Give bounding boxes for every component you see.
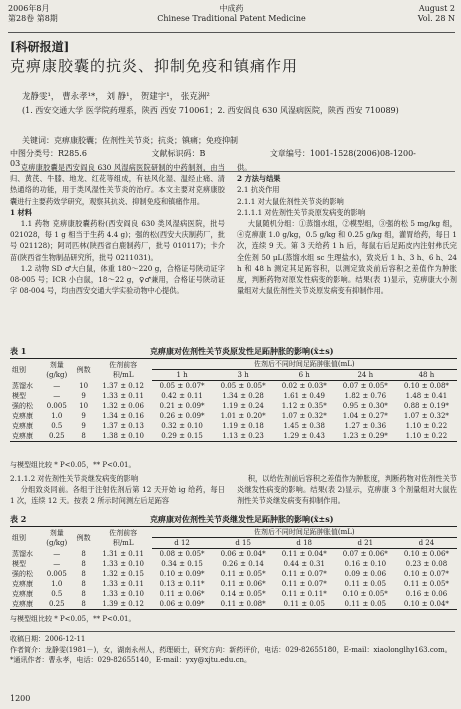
table1-label: 表 1: [10, 346, 27, 356]
swelling-cell: 1.27 ± 0.36: [344, 422, 387, 430]
swelling-cell: 1.45 ± 0.38: [283, 422, 325, 430]
table-row: [10, 599, 457, 610]
swelling-cell: 0.11 ± 0.07*: [281, 570, 327, 578]
article-footer: [10, 631, 455, 666]
journal-name-en: Chinese Traditional Patent Medicine: [157, 14, 306, 23]
group-cell: 蒸馏水: [12, 381, 33, 390]
swelling-cell: 0.07 ± 0.06*: [342, 550, 388, 558]
swelling-cell: 0.32 ± 0.10: [161, 422, 203, 430]
swelling-cell: 1.10 ± 0.22: [405, 422, 448, 430]
table2-body: [10, 549, 457, 610]
section-heading-methods: 2 方法与结果: [237, 174, 281, 184]
pre-volume-cell: 1.32 ± 0.15: [102, 570, 144, 578]
swelling-cell: 0.95 ± 0.30*: [342, 402, 388, 410]
subheading-adjuvant-arthritis: 2.1.1 对大鼠佐剂性关节炎的影响: [237, 196, 344, 206]
table1-time-4: 24 h: [335, 370, 396, 381]
swelling-cell: 1.13 ± 0.23: [213, 431, 274, 442]
dose-cell: —: [53, 549, 61, 558]
swelling-cell: 0.44 ± 0.31: [283, 560, 325, 568]
swelling-cell: 0.10 ± 0.07*: [403, 570, 449, 578]
table2-caption: 克痹康对佐剂性关节炎继发性足跖肿胀的影响(x̄±s): [150, 514, 334, 524]
swelling-cell: 0.14 ± 0.05*: [220, 590, 266, 598]
table1-header-dose: 剂量 (g/kg): [41, 359, 72, 381]
swelling-cell: 0.10 ± 0.08*: [403, 382, 449, 390]
swelling-cell: 0.11 ± 0.07*: [281, 580, 327, 588]
dose-cell: 0.25: [41, 431, 72, 442]
swelling-cell: 0.26 ± 0.14: [222, 560, 264, 568]
author-info: 作者简介：龙静雯(1981－)，女，湖南永州人，药理硕士，研究方向：新药评价，电话：029-82655180，E-mail：xiaolonglhy163.com。: [10, 645, 452, 654]
journal-name-cn: 中成药: [219, 4, 244, 13]
swelling-cell: 0.10 ± 0.09*: [159, 570, 205, 578]
table2-header-dose: 剂量 (g/kg): [41, 527, 72, 549]
dose-cell: —: [53, 392, 61, 400]
swelling-cell: 0.16 ± 0.06: [405, 590, 448, 598]
article-title: 克痹康胶囊的抗炎、抑制免疫和镇痛作用: [10, 57, 299, 75]
group-cell: 克痹康: [10, 431, 41, 442]
count-cell: 10: [79, 402, 89, 410]
swelling-cell: 0.05 ± 0.07*: [159, 382, 205, 390]
drugs-paragraph: 1.1 药物 克痹康胶囊药粉(西安阎良 630 类风湿病医院，批号 021028，每 1 g 相当于生药 4.4 g)；强的松(西安大庆制药厂，批号 021128)；阿司匹林(陕西省白鹿制药厂，批号 010117)；卡介苗(陕西省生物制品研究所，批号 0211031)。: [10, 219, 225, 262]
swelling-cell: 0.11 ± 0.05*: [220, 570, 266, 578]
dose-cell: 0.5: [51, 590, 63, 598]
dose-cell: —: [53, 560, 61, 568]
table1-body: [10, 381, 457, 442]
swelling-cell: 1.10 ± 0.22: [396, 431, 457, 442]
table1-time-5: 48 h: [396, 370, 457, 381]
pre-volume-cell: 1.33 ± 0.11: [102, 580, 144, 588]
count-cell: 8: [81, 549, 86, 558]
pre-volume-cell: 1.31 ± 0.11: [102, 549, 144, 558]
group-cell: 模型: [12, 392, 26, 400]
table-row: [10, 559, 457, 569]
group-cell: 克痹康: [12, 412, 33, 420]
swelling-cell: 1.61 ± 0.49: [283, 392, 325, 400]
table-row: [10, 401, 457, 411]
count-cell: 8: [81, 580, 86, 588]
count-cell: 10: [79, 381, 89, 390]
subheading-secondary-lesion: 2.1.1.2 对佐剂性关节炎继发病变的影响: [10, 474, 139, 483]
article-number: 文章编号：1001-1528(2006)08-1200-03: [10, 149, 416, 168]
swelling-cell: 0.02 ± 0.03*: [281, 382, 327, 390]
swelling-cell: 0.11 ± 0.05: [274, 599, 335, 610]
swelling-cell: 0.07 ± 0.05*: [342, 382, 388, 390]
clc-number: 中图分类号：R285.6: [10, 149, 87, 158]
swelling-cell: 0.11 ± 0.11*: [281, 590, 327, 598]
pre-volume-cell: 1.33 ± 0.10: [102, 590, 144, 598]
animals-paragraph: 1.2 动物 SD ♂大白鼠，体重 180～220 g，合格证号陕动证字 08-005 号；ICR 小白鼠，18～22 g，♀♂兼用，合格证号陕动证字 08-004 号，均由西安交通大学实验动物中心提供。: [10, 263, 225, 296]
table1-time-3: 6 h: [274, 370, 335, 381]
article-authors: 龙静雯¹， 曹永孝¹*， 刘 静¹， 贺建宇¹， 张克洲²: [22, 92, 210, 102]
pre-volume-cell: 1.32 ± 0.06: [102, 402, 144, 410]
swelling-cell: 0.11 ± 0.06*: [159, 590, 205, 598]
right-column: [237, 162, 457, 296]
pre-volume-cell: 1.33 ± 0.10: [102, 560, 144, 568]
swelling-cell: 1.19 ± 0.18: [222, 422, 264, 430]
dose-cell: 1.0: [51, 412, 63, 420]
table1-time-2: 3 h: [213, 370, 274, 381]
header-center: [8, 4, 455, 24]
dose-cell: 0.005: [46, 570, 67, 578]
count-cell: 9: [81, 422, 86, 430]
swelling-cell: 0.09 ± 0.06: [344, 570, 387, 578]
swelling-cell: 1.48 ± 0.41: [405, 392, 448, 400]
subheading-anti-inflammatory: 2.1 抗炎作用: [237, 185, 280, 195]
swelling-cell: 1.01 ± 0.20*: [220, 412, 266, 420]
count-cell: 8: [81, 590, 86, 598]
document-code: 文献标识码：B: [151, 149, 206, 158]
table2-time-5: d 24: [396, 538, 457, 549]
table2: [10, 526, 457, 610]
count-cell: 9: [81, 412, 86, 420]
swelling-cell: 0.88 ± 0.19*: [403, 402, 449, 410]
table2-time-1: d 12: [152, 538, 213, 549]
group-cell: 强的松: [12, 570, 33, 578]
swelling-cell: 0.11 ± 0.05: [335, 599, 396, 610]
corresponding-author: *通讯作者：曹永孝，电话：029-82655140，E-mail：yxy@xjtu.edu.cn。: [10, 656, 252, 664]
count-cell: 8: [81, 560, 86, 568]
article-keywords: 关键词：克痹康胶囊；佐剂性关节炎；抗炎；镇痛；免疫抑制: [22, 136, 238, 145]
table-row: [10, 411, 457, 421]
group-cell: 强的松: [12, 402, 33, 410]
swelling-cell: 0.21 ± 0.09*: [159, 402, 205, 410]
secondary-lesion-right: [237, 473, 457, 507]
table-row: [10, 431, 457, 442]
secondary-lesion-left: [10, 473, 225, 507]
pre-volume-cell: 1.34 ± 0.16: [102, 412, 144, 420]
table-row: [10, 549, 457, 560]
table1-header-n: 例数: [72, 359, 94, 381]
swelling-cell: 0.06 ± 0.09*: [152, 599, 213, 610]
table1-caption-line: [10, 346, 334, 357]
table2-time-3: d 18: [274, 538, 335, 549]
subheading-primary-lesion: 2.1.1.1 对佐剂性关节炎原发病变的影响: [237, 207, 366, 217]
table2-time-4: d 21: [335, 538, 396, 549]
secondary-lesion-result: 积，以给佐剂前后容积之差值作为肿胀度，判断药物对佐剂性关节炎继发性病变的影响。结果(表 2)显示，克痹康 3 个剂量组对大鼠佐剂性关节炎继发病变有抑制作用。: [237, 474, 457, 506]
table2-footnote: 与模型组比较 * P<0.05，** P<0.01。: [10, 615, 136, 623]
table2-label: 表 2: [10, 514, 27, 524]
swelling-cell: 0.29 ± 0.15: [152, 431, 213, 442]
count-cell: 8: [72, 599, 94, 610]
swelling-cell: 0.11 ± 0.05: [344, 580, 387, 588]
dose-cell: 1.0: [51, 580, 63, 588]
table2-caption-line: [10, 514, 334, 525]
table1-header-group: 组别: [10, 359, 41, 381]
section-heading-materials: 1 材料: [10, 207, 32, 217]
swelling-cell: 0.11 ± 0.06*: [220, 580, 266, 588]
pre-volume-cell: 1.33 ± 0.11: [102, 392, 144, 400]
table-row: [10, 381, 457, 392]
header-date: 2006年8月: [8, 4, 50, 13]
table-row: [10, 579, 457, 589]
swelling-cell: 0.10 ± 0.05*: [342, 590, 388, 598]
swelling-cell: 0.23 ± 0.08: [405, 560, 448, 568]
swelling-cell: 1.07 ± 0.32*: [281, 412, 327, 420]
swelling-cell: 0.11 ± 0.05*: [403, 580, 449, 588]
intro-paragraph: 克痹康胶囊是西安阎良 630 风湿病医院研制的中药制剂，由当归、黄芪、牛膝、地龙、红花等组成，有祛风化湿、温经止痛、清热通络的功能，用于类风湿性关节炎的治疗。本文主要对克痹康胶囊进行主要药效学研究，观察其抗炎、抑制免疫和镇痛作用。: [10, 163, 225, 206]
table1: [10, 358, 457, 442]
continued-text: 供。: [237, 163, 252, 172]
swelling-cell: 0.11 ± 0.08*: [213, 599, 274, 610]
swelling-cell: 1.12 ± 0.35*: [281, 402, 327, 410]
swelling-cell: 1.82 ± 0.76: [344, 392, 387, 400]
count-cell: 8: [72, 431, 94, 442]
table2-header-pre: 佐剂前容 积/mL: [95, 527, 152, 549]
swelling-cell: 0.05 ± 0.05*: [220, 382, 266, 390]
table2-header-after: 佐剂后不同时间足跖肿胀值(mL): [152, 527, 457, 538]
table-row: [10, 391, 457, 401]
header-date-en: August 2: [418, 4, 455, 13]
table2-time-2: d 15: [213, 538, 274, 549]
table-row: [10, 569, 457, 579]
swelling-cell: 0.08 ± 0.05*: [159, 550, 205, 558]
header-volume: 第28卷 第8期: [8, 14, 58, 23]
swelling-cell: 1.29 ± 0.43: [274, 431, 335, 442]
pre-volume-cell: 1.37 ± 0.13: [102, 422, 144, 430]
dose-cell: 0.25: [41, 599, 72, 610]
swelling-cell: 0.06 ± 0.04*: [220, 550, 266, 558]
running-header: [8, 4, 455, 33]
table2-header-n: 例数: [72, 527, 94, 549]
pre-volume-cell: 1.37 ± 0.12: [102, 381, 144, 390]
swelling-cell: 1.19 ± 0.24: [222, 402, 264, 410]
table-row: [10, 421, 457, 431]
group-cell: 克痹康: [10, 599, 41, 610]
header-volume-en: Vol. 28 N: [417, 14, 455, 23]
table1-caption: 克痹康对佐剂性关节炎原发性足跖肿胀的影响(x̄±s): [150, 346, 334, 356]
method-paragraph: 大鼠随机分组：①蒸馏水组，②模型组，③强的松 5 mg/kg 组，④克痹康 1.0 g/kg，0.5 g/kg 和 0.25 g/kg 组，灌胃给药，每日 1 次，连续 9 天。第 3 天给药 1 h 后，每鼠右后足跖皮内注射弗氏完全佐剂 50 μL(蒸馏水组 sc 生理盐水)，致炎后 1 h、3 h、6 h、24 h 和 48 h 测定其足跖容积，以测定致炎前后容积之差值作为肿胀度，判断药物对原发性病变的影响。结果(表 1)显示，克痹康大小剂量组对大鼠佐剂性关节炎原发病变有抑制作用。: [237, 219, 457, 296]
table-row: [10, 589, 457, 599]
secondary-lesion-paragraph: 分组致炎同前。各组于注射佐剂后第 12 天开始 ig 给药，每日 1 次，连续 12 天。按表 2 所示时间测左后足跖容: [10, 485, 225, 506]
dose-cell: 0.5: [51, 422, 63, 430]
swelling-cell: 0.11 ± 0.04*: [281, 550, 327, 558]
table2-header-group: 组别: [10, 527, 41, 549]
table1-time-1: 1 h: [152, 370, 213, 381]
section-tag: [科研报道]: [10, 40, 70, 54]
pre-volume-cell: 1.38 ± 0.10: [95, 431, 152, 442]
swelling-cell: 1.07 ± 0.32*: [403, 412, 449, 420]
swelling-cell: 0.13 ± 0.11*: [159, 580, 205, 588]
pre-volume-cell: 1.39 ± 0.12: [95, 599, 152, 610]
group-cell: 模型: [12, 560, 26, 568]
table1-header-after: 佐剂后不同时间足跖肿胀值(mL): [152, 359, 457, 370]
header-right: [418, 4, 455, 24]
left-column: [10, 162, 225, 296]
swelling-cell: 0.10 ± 0.04*: [396, 599, 457, 610]
dose-cell: —: [53, 381, 61, 390]
dose-cell: 0.005: [46, 402, 67, 410]
swelling-cell: 1.04 ± 0.27*: [342, 412, 388, 420]
swelling-cell: 0.10 ± 0.06*: [403, 550, 449, 558]
count-cell: 9: [81, 392, 86, 400]
group-cell: 克痹康: [12, 580, 33, 588]
group-cell: 克痹康: [12, 422, 33, 430]
swelling-cell: 1.34 ± 0.28: [222, 392, 264, 400]
swelling-cell: 0.34 ± 0.15: [161, 560, 203, 568]
page-number: 1200: [10, 694, 31, 703]
count-cell: 8: [81, 570, 86, 578]
group-cell: 克痹康: [12, 590, 33, 598]
swelling-cell: 0.42 ± 0.11: [161, 392, 203, 400]
article-affiliation: (1. 西安交通大学 医学院药理系，陕西 西安 710061；2. 西安阎良 630 风湿病医院，陕西 西安 710089): [22, 106, 399, 115]
group-cell: 蒸馏水: [12, 549, 33, 558]
table1-header-pre: 佐剂前容 积/mL: [95, 359, 152, 381]
swelling-cell: 0.16 ± 0.10: [344, 560, 387, 568]
table1-footnote: 与模型组比较 * P<0.05，** P<0.01。: [10, 461, 136, 469]
received-date: 收稿日期：2006-12-11: [10, 635, 86, 643]
swelling-cell: 0.26 ± 0.09*: [159, 412, 205, 420]
swelling-cell: 1.23 ± 0.29*: [335, 431, 396, 442]
